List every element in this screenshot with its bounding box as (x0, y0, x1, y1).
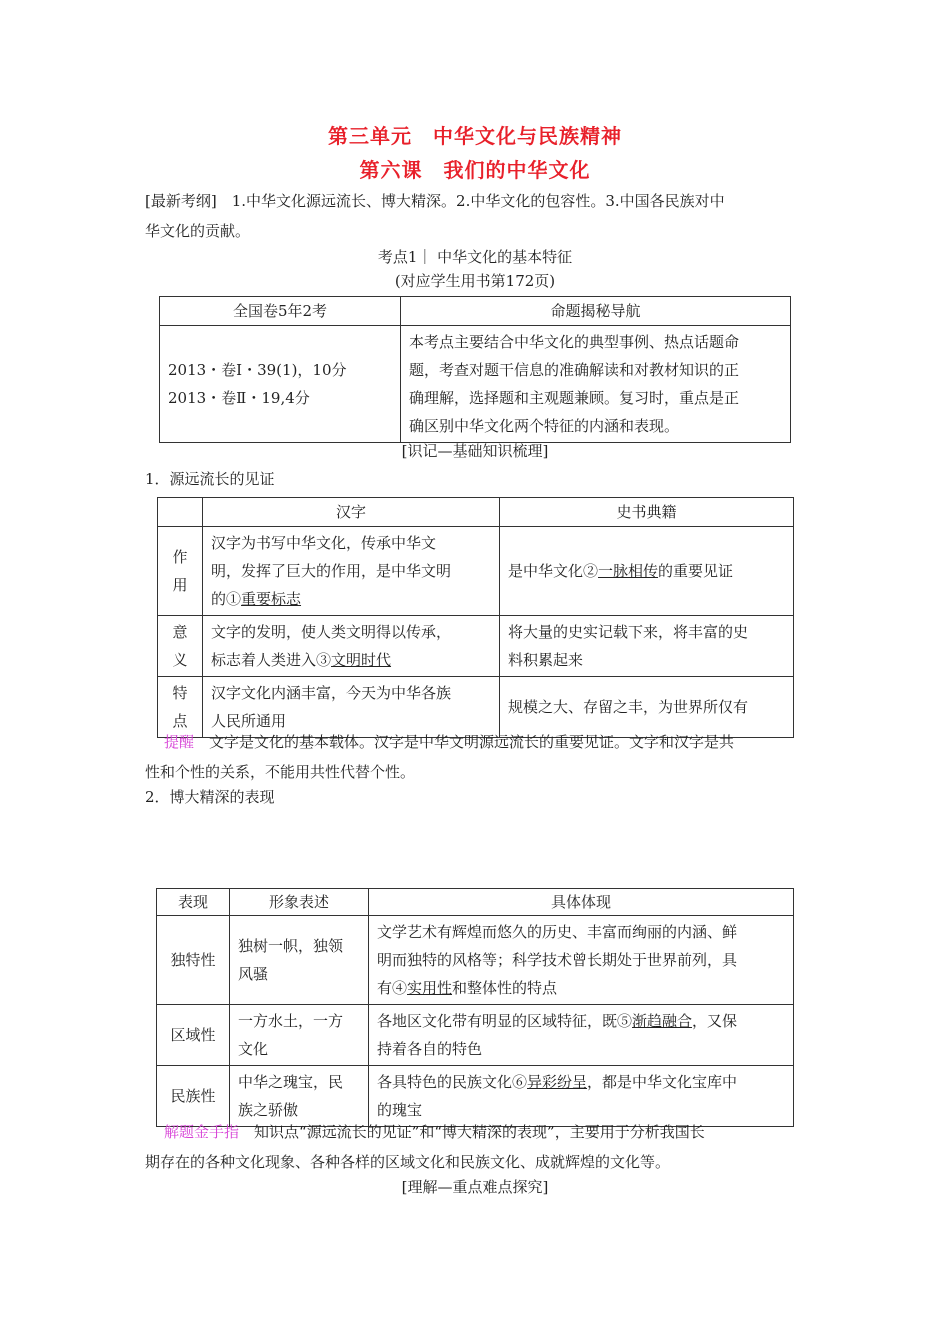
hint-label: 解题金手指 (164, 1123, 240, 1141)
section-basic: [识记—基础知识梳理] (401, 442, 549, 460)
blank-answer: 渐趋融合 (632, 1012, 693, 1030)
exam-table-header-years: 全国卷5年2考 (160, 297, 401, 326)
blank-answer: 文明时代 (331, 651, 392, 669)
tip-label: 提醒 (164, 733, 195, 751)
shishu-cell: 是中华文化②一脉相传的重要见证 (500, 527, 794, 616)
exam-years-cell (160, 326, 401, 443)
table1-header-shishu: 史书典籍 (500, 498, 794, 527)
table1 (157, 497, 794, 738)
item2-title: 2．博大精深的表现 (145, 788, 275, 806)
table2-header: 表现 (157, 889, 230, 916)
row-label: 意 义 (158, 616, 203, 677)
image-cell: 一方水土，一方 文化 (230, 1005, 369, 1066)
exam-table-header-guide: 命题揭秘导航 (401, 297, 791, 326)
blank-answer: 一脉相传 (598, 562, 659, 580)
tip: 提醒 文字是文化的基本载体。汉字是中华文明源远流长的重要见证。文字和汉字是共 性和个性的关系，不能用共性代替个性。 (145, 733, 735, 781)
row-label: 区域性 (157, 1005, 230, 1066)
hanzi-cell: 汉字为书写中华文化，传承中华文 明，发挥了巨大的作用，是中华文明 的①重要标志 (203, 527, 500, 616)
point-heading: 考点1｜ 中华文化的基本特征 (377, 248, 573, 266)
syllabus-label: [最新考纲] (145, 192, 217, 210)
hint: 解题金手指 知识点“源远流长的见证”和“博大精深的表现”，主要用于分析我国长 期存在的各种文化现象、各种各样的区域文化和民族文化、成就辉煌的文化等。 (145, 1123, 705, 1171)
detail-cell: 各地区文化带有明显的区域特征，既⑤渐趋融合，又保 持着各自的特色 (369, 1005, 794, 1066)
detail-cell: 文学艺术有辉煌而悠久的历史、丰富而绚丽的内涵、鲜 明而独特的风格等；科学技术曾长期处于世界前列，具 有④实用性和整体性的特点 (369, 916, 794, 1005)
image-cell: 中华之瑰宝，民 族之骄傲 (230, 1066, 369, 1127)
table1-header-hanzi: 汉字 (203, 498, 500, 527)
table2 (156, 888, 794, 1127)
item1-title: 1．源远流长的见证 (145, 470, 275, 488)
exam-guide-line: 确理解，选择题和主观题兼顾。复习时，重点是正 (409, 389, 740, 407)
lesson-title: 第六课 我们的中华文化 (359, 158, 591, 182)
shishu-cell: 将大量的史实记载下来，将丰富的史 料积累起来 (500, 616, 794, 677)
exam-guide-line: 确区别中华文化两个特征的内涵和表现。 (409, 417, 680, 435)
table-row (158, 527, 794, 616)
detail-cell: 各具特色的民族文化⑥异彩纷呈，都是中华文化宝库中 的瑰宝 (369, 1066, 794, 1127)
table-row (157, 916, 794, 1005)
hanzi-cell: 文字的发明，使人类文明得以传承， 标志着人类进入③文明时代 (203, 616, 500, 677)
table2-header: 形象表述 (230, 889, 369, 916)
table2-header: 具体体现 (369, 889, 794, 916)
table-row (158, 616, 794, 677)
row-label: 民族性 (157, 1066, 230, 1127)
blank-answer: 异彩纷呈 (527, 1073, 588, 1091)
exam-guide-cell (401, 326, 791, 443)
row-label: 特 点 (158, 677, 203, 738)
row-label: 独特性 (157, 916, 230, 1005)
shishu-cell: 规模之大、存留之丰，为世界所仅有 (500, 677, 794, 738)
hanzi-cell: 汉字文化内涵丰富，今天为中华各族 人民所通用 (203, 677, 500, 738)
syllabus-text-line2: 华文化的贡献。 (145, 222, 251, 240)
unit-title: 第三单元 中华文化与民族精神 (328, 124, 622, 148)
exam-guide-line: 本考点主要结合中华文化的典型事例、热点话题命 (409, 333, 740, 351)
syllabus (145, 186, 810, 246)
exam-table (159, 296, 791, 443)
blank-answer: 重要标志 (241, 590, 302, 608)
exam-guide-line: 题，考查对题干信息的准确解读和对教材知识的正 (409, 361, 740, 379)
section-understand: [理解—重点难点探究] (401, 1178, 549, 1196)
row-label: 作 用 (158, 527, 203, 616)
exam-year: 2013・卷Ⅰ・39(1)，10分 (168, 361, 347, 379)
image-cell: 独树一帜，独领 风骚 (230, 916, 369, 1005)
blank-answer: 实用性 (407, 979, 453, 997)
table-row (157, 1005, 794, 1066)
point-ref: (对应学生用书第172页) (394, 272, 556, 290)
exam-year: 2013・卷Ⅱ・19,4分 (168, 389, 310, 407)
syllabus-text-line1: 1.中华文化源远流长、博大精深。2.中华文化的包容性。3.中国各民族对中 (231, 192, 725, 210)
